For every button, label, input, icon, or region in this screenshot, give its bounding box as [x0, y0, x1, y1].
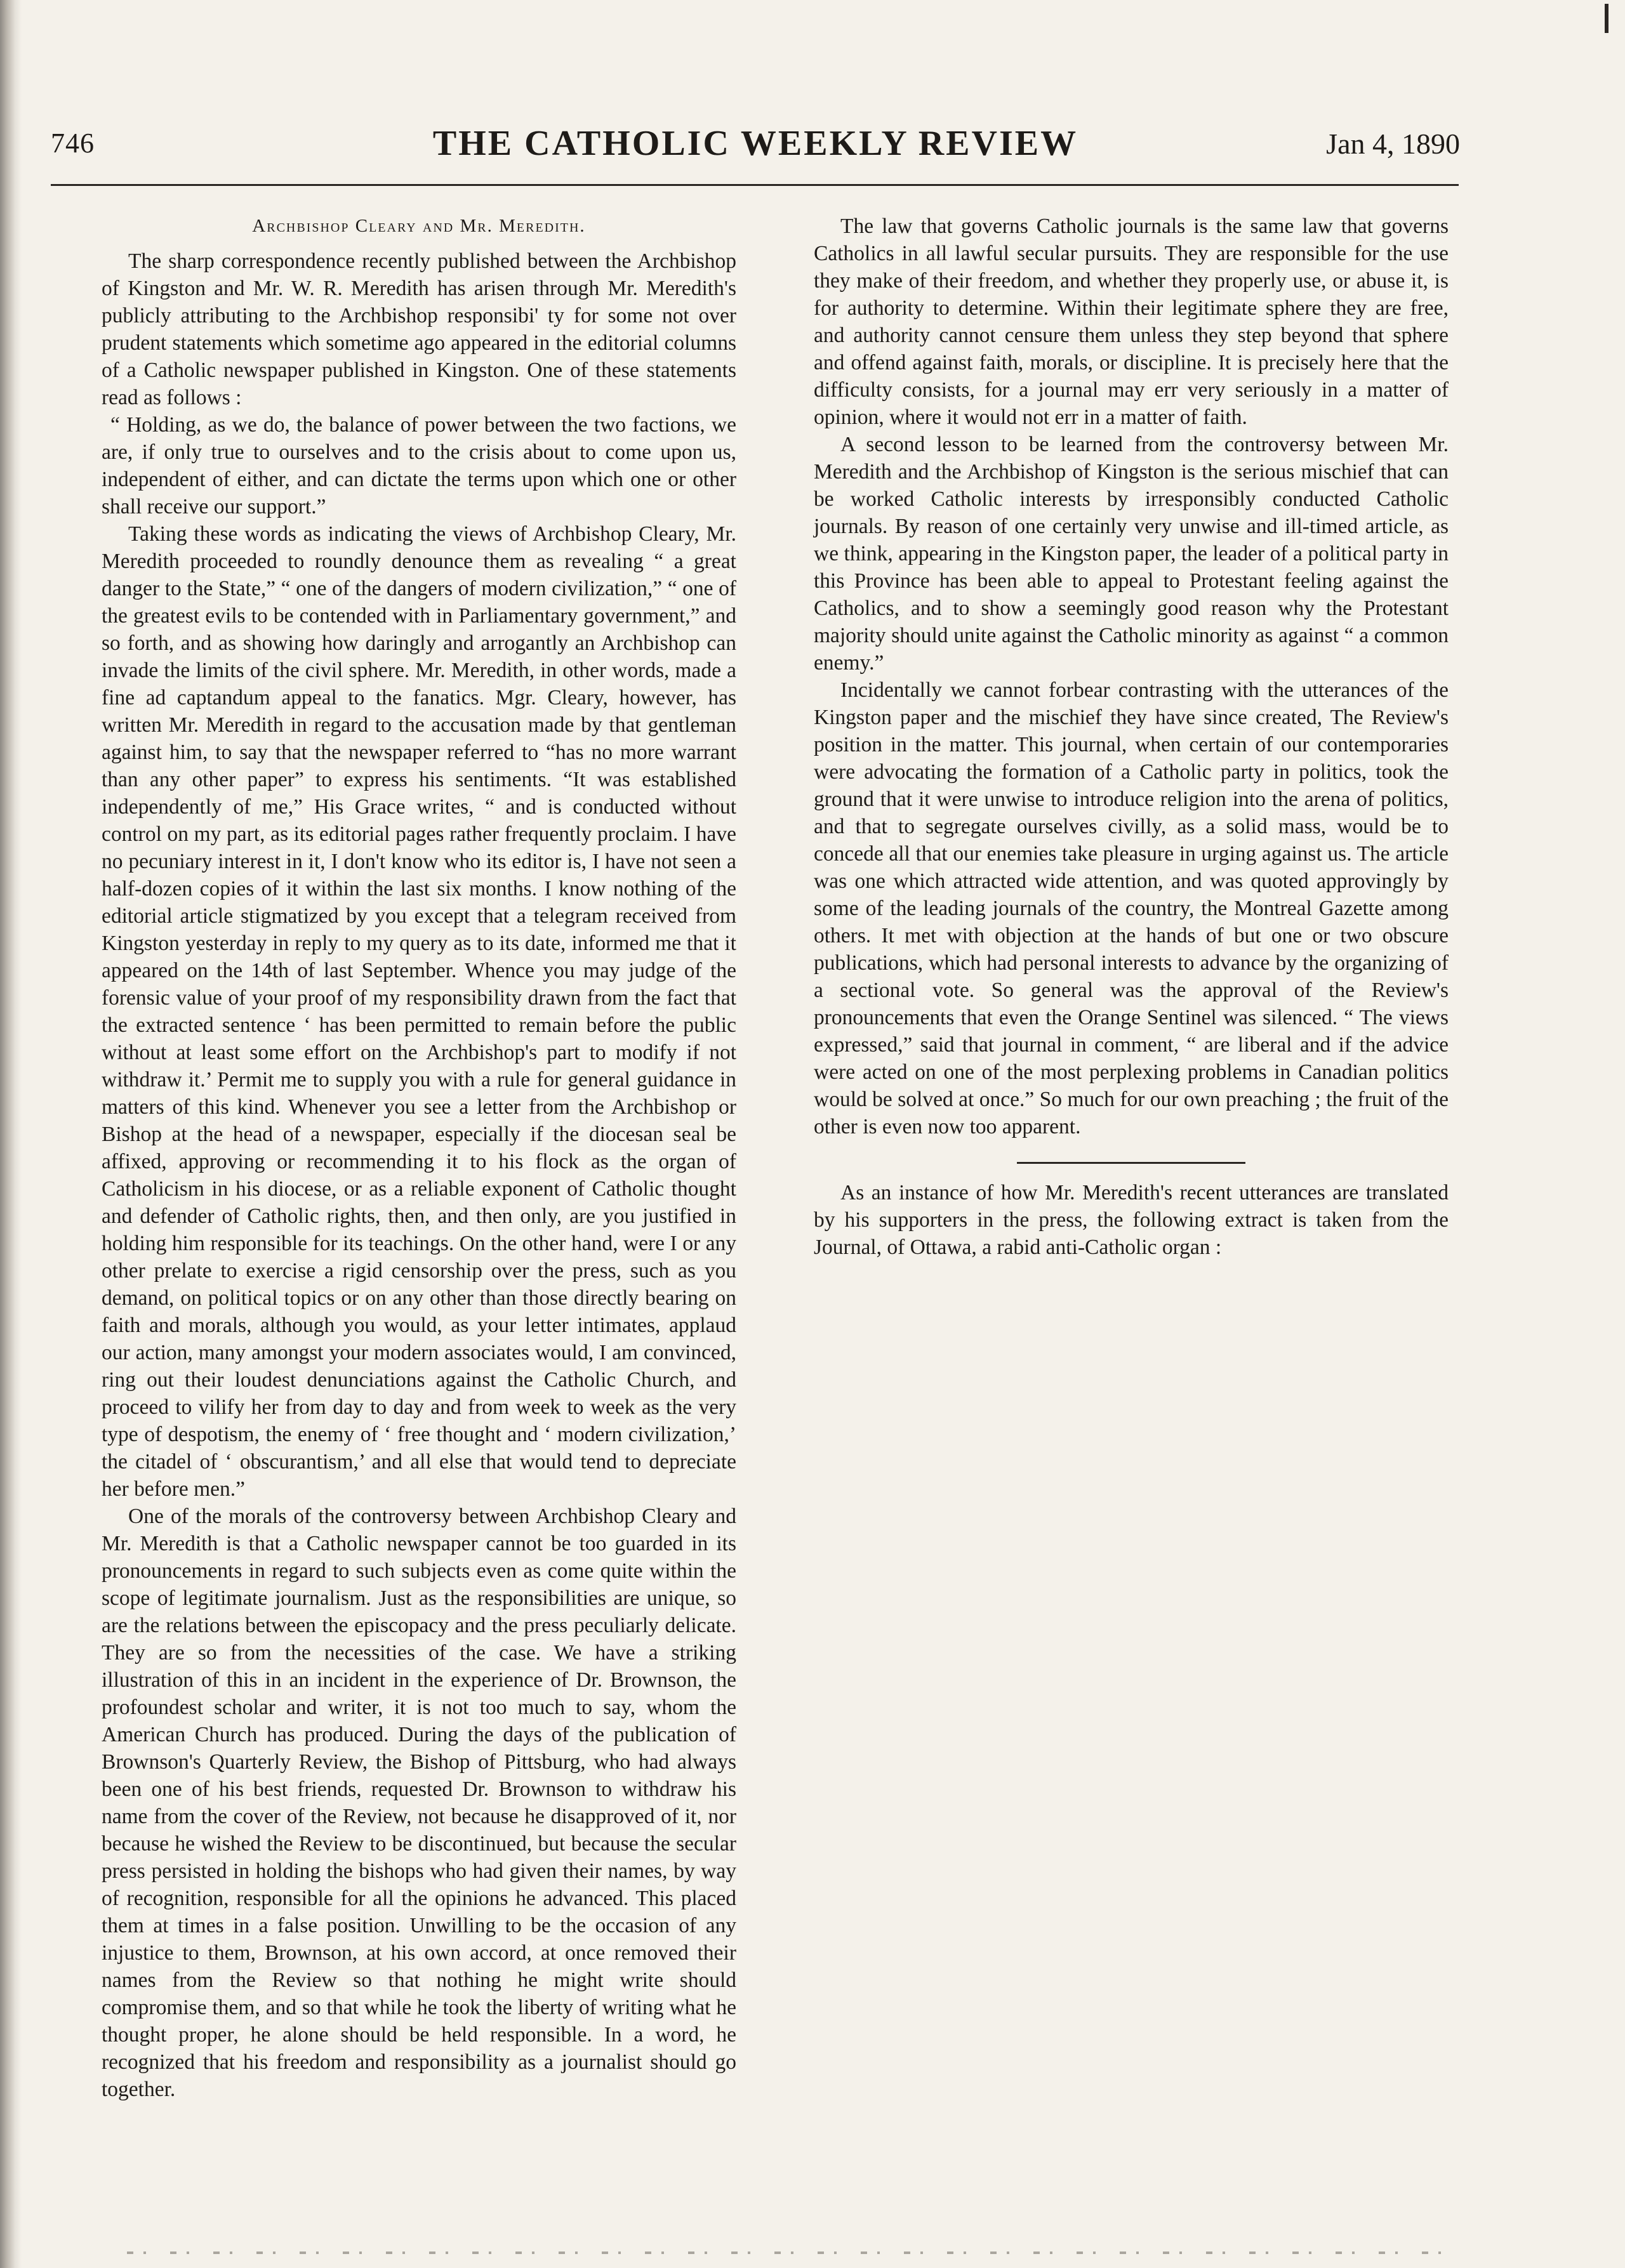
left-column [102, 213, 736, 2103]
quoted-statement: “ Holding, as we do, the balance of power between the two factions, we are, if only true to ourselves and to the crisis about to come upon us, independent of either, and can dictate the terms upon which one or other shall receive our support.” [102, 413, 736, 518]
article-paragraph: Incidentally we cannot forbear contrasting with the utterances of the Kingston paper and the mischief they have since created, The Review's position in the matter. This journal, when certain of our contemporaries were advocating the formation of a Catholic party in politics, took the ground that it were unwise to introduce religion into the arena of politics, and that to segregate ourselves civilly, as a solid mass, would be to concede all that our enemies take pleasure in urging against us. The article was one which attracted wide attention, and was quoted approvingly by some of the leading journals of the country, the Montreal Gazette among others. It met with objection at the hands of but one or two obscure publications, which had personal interests to advance by the organizing of a sectional vote. So general was the approval of the Review's pronouncements that even the Orange Sentinel was silenced. “ The views expressed,” said that journal in comment, “ are liberal and if the advice were acted on one of the most perplexing problems in Canadian politics would be solved at once.” So much for our own preaching ; the fruit of the other is even now too apparent. [814, 678, 1449, 1138]
right-column [814, 213, 1449, 1261]
header-rule [51, 184, 1459, 186]
article-paragraph: As an instance of how Mr. Meredith's recent utterances are translated by his supporters in the press, the following extract is taken from the Journal, of Ottawa, a rabid anti-Catholic organ : [814, 1181, 1449, 1259]
article-paragraph: The law that governs Catholic journals is the same law that governs Catholics in all lawful secular pursuits. They are responsible for the use they make of their freedom, and whether they properly use, or abuse it, is for authority to determine. Within their legitimate sphere they are free, and authority cannot censure them unless they step beyond that sphere and offend against faith, morals, or discipline. It is precisely here that the difficulty consists, for a journal may err very seriously in a matter of opinion, where it would not err in a matter of faith. [814, 214, 1449, 429]
bottom-scan-noise [127, 2252, 1460, 2254]
page-header [51, 124, 1460, 178]
article-paragraph: The sharp correspondence recently published between the Archbishop of Kingston and Mr. W. R. Meredith has arisen through Mr. Meredith's publicly attributing to the Archbishop responsibi' ty for some not over prudent statements which sometime ago appeared in the editorial columns of a Catholic newspaper published in Kingston. One of these statements read as follows : [102, 249, 736, 409]
article-paragraph: A second lesson to be learned from the controversy between Mr. Meredith and the Archbishop of Kingston is the serious mischief that can be worked Catholic interests by irresponsibly conducted Catholic journals. By reason of one certainly very unwise and ill-timed article, as we think, appearing in the Kingston paper, the leader of a political party in this Province has been able to appeal to Protestant feeling against the Catholics, and to show a seemingly good reason why the Protestant majority should unite against the Catholic minority as against “ a common enemy.” [814, 433, 1449, 675]
page-number: 746 [51, 128, 95, 159]
article-paragraph: Taking these words as indicating the views of Archbishop Cleary, Mr. Meredith proceeded to roundly denounce them as revealing “ a great danger to the State,” “ one of the dangers of modern civilization,” “ one of the greatest evils to be contended with in Parliamentary government,” and so forth, and as showing how daringly and arrogantly an Archbishop can invade the limits of the civil sphere. Mr. Meredith, in other words, made a fine ad captandum appeal to the fanatics. Mgr. Cleary, however, has written Mr. Meredith in regard to the accusation made by that gentleman against him, to say that the newspaper referred to “has no more warrant than any other paper” to express his sentiments. “It was established independently of me,” His Grace writes, “ and is conducted without control on my part, as its editorial pages rather frequently proclaim. I have no pecuniary interest in it, I don't know who its editor is, I have not seen a half-dozen copies of it within the last six months. I know nothing of the editorial article stigmatized by you except that a telegram received from Kingston yesterday in reply to my query as to its date, informed me that it appeared on the 14th of last September. Whence you may judge of the forensic value of your proof of my responsibility drawn from the fact that the extracted sentence ‘ has been permitted to remain before the public without at least some effort on the Archbishop's part to modify if not withdraw it.’ Permit me to supply you with a rule for general guidance in matters of this kind. Whenever you see a letter from the Archbishop or Bishop at the head of a newspaper, especially if the diocesan seal be affixed, approving or recommending it to his flock as the organ of Catholicism in his diocese, or as a reliable exponent of Catholic thought and defender of Catholic rights, then, and then only, are you justified in holding him responsible for its teachings. On the other hand, were I or any other prelate to exercise a rigid censorship over the press, such as you demand, on political topics or on any other than those directly bearing on faith and morals, although you would, as your letter intimates, applaud our action, many amongst your modern associates would, I am convinced, ring out their loudest denunciations against the Catholic Church, and proceed to vilify her from day to day and from week to week as the very type of despotism, the enemy of ‘ free thought and ‘ modern civilization,’ the citadel of ‘ obscurantism,’ and all else that would tend to depreciate her before men.” [102, 522, 736, 1501]
issue-date: Jan 4, 1890 [1326, 128, 1460, 160]
scan-mark [1605, 4, 1608, 33]
scanned-page-edge [0, 0, 22, 2268]
article-separator [1017, 1162, 1245, 1164]
article-paragraph: One of the morals of the controversy between Archbishop Cleary and Mr. Meredith is that a Catholic newspaper cannot be too guarded in its pronouncements in regard to such subjects even as come quite within the scope of legitimate journalism. Just as the responsibilities are unique, so are the relations between the episcopacy and the press peculiarly delicate. They are so from the necessities of the case. We have a striking illustration of this in an incident in the experience of Dr. Brownson, the profoundest scholar and writer, it is not too much to say, whom the American Church has produced. During the days of the publication of Brownson's Quarterly Review, the Bishop of Pittsburg, who had always been one of his best friends, requested Dr. Brownson to withdraw his name from the cover of the Review, not because he disapproved of it, nor because he wished the Review to be discontinued, but because the secular press persisted in holding the bishops who had given their names, by way of recognition, responsible for all the opinions he advanced. This placed them at times in a false position. Unwilling to be the occasion of any injustice to them, Brownson, at his own accord, at once removed their names from the Review so that nothing he might write should compromise them, and so that while he took the liberty of writing what he thought proper, he alone should be held responsible. In a word, he recognized that his freedom and responsibility as a journalist should go together. [102, 1505, 736, 2101]
publication-title: THE CATHOLIC WEEKLY REVIEW [432, 124, 1078, 163]
article-title: Archbishop Cleary and Mr. Meredith. [252, 216, 586, 236]
